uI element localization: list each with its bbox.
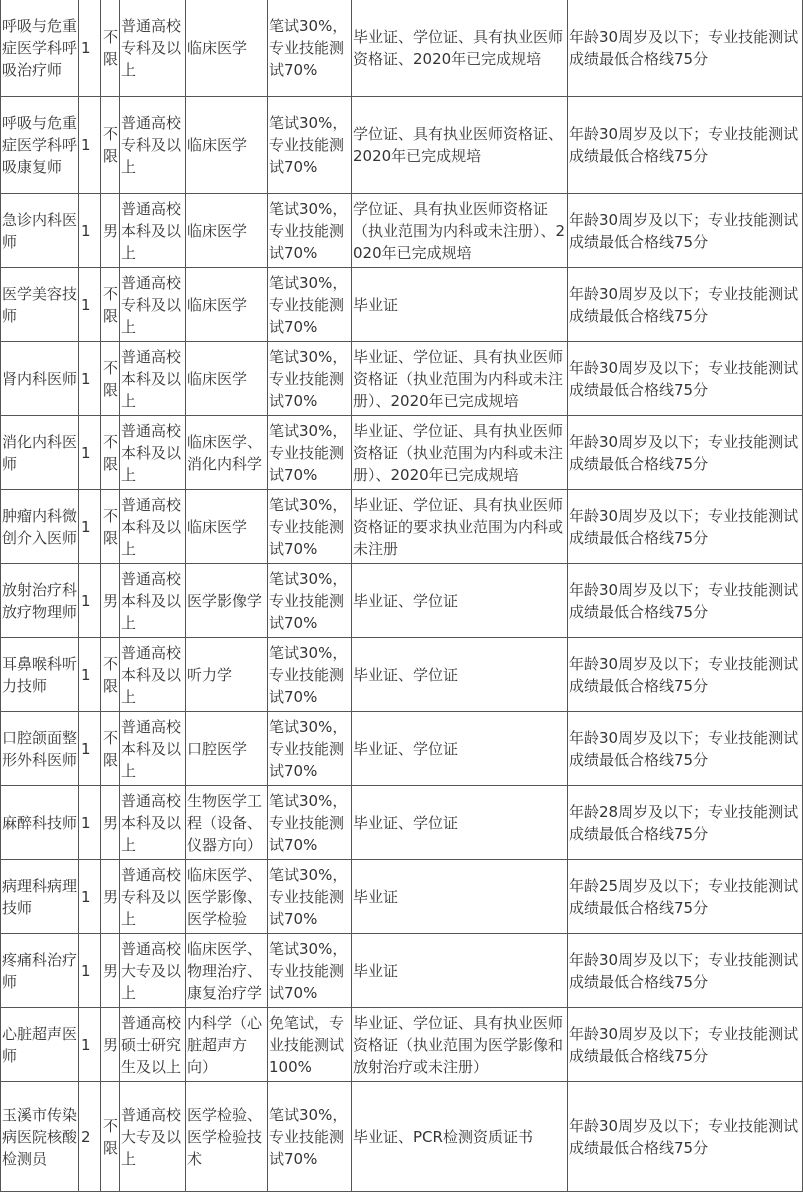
cell-gender: 不限	[101, 97, 120, 194]
cell-exam-method: 笔试30%，专业技能测试70%	[268, 786, 352, 860]
cell-exam-method: 笔试30%，专业技能测试70%	[268, 194, 352, 268]
table-row	[1, 0, 803, 97]
cell-other-requirements: 年龄25周岁及以下；专业技能测试成绩最低合格线75分	[568, 860, 803, 934]
cell-count: 1	[79, 786, 101, 860]
cell-major: 临床医学	[186, 490, 268, 564]
cell-major: 临床医学	[186, 97, 268, 194]
cell-education: 普通高校大专及以上	[120, 934, 186, 1008]
cell-count: 1	[79, 194, 101, 268]
cell-other-requirements: 年龄30周岁及以下；专业技能测试成绩最低合格线75分	[568, 564, 803, 638]
cell-exam-method: 笔试30%，专业技能测试70%	[268, 712, 352, 786]
cell-gender: 不限	[101, 712, 120, 786]
cell-education: 普通高校专科及以上	[120, 0, 186, 97]
cell-qualifications: 毕业证	[352, 860, 568, 934]
cell-qualifications: 毕业证、学位证、具有执业医师资格证、2020年已完成规培	[352, 0, 568, 97]
cell-exam-method: 笔试30%，专业技能测试70%	[268, 0, 352, 97]
cell-major: 内科学（心脏超声方向）	[186, 1008, 268, 1082]
cell-post: 心脏超声医师	[1, 1008, 79, 1082]
cell-qualifications: 毕业证、学位证	[352, 564, 568, 638]
cell-post: 呼吸与危重症医学科呼吸治疗师	[1, 0, 79, 97]
table-row	[1, 1008, 803, 1082]
cell-exam-method: 笔试30%，专业技能测试70%	[268, 564, 352, 638]
cell-exam-method: 笔试30%，专业技能测试70%	[268, 268, 352, 342]
cell-exam-method: 笔试30%，专业技能测试70%	[268, 1082, 352, 1192]
table-row	[1, 416, 803, 490]
cell-qualifications: 毕业证、学位证、具有执业医师资格证（执业范围为内科或未注册）、2020年已完成规培	[352, 416, 568, 490]
cell-other-requirements: 年龄30周岁及以下；专业技能测试成绩最低合格线75分	[568, 1082, 803, 1192]
table-row	[1, 638, 803, 712]
cell-gender: 男	[101, 860, 120, 934]
cell-major: 医学影像学	[186, 564, 268, 638]
cell-education: 普通高校本科及以上	[120, 712, 186, 786]
cell-education: 普通高校本科及以上	[120, 490, 186, 564]
cell-count: 1	[79, 97, 101, 194]
cell-exam-method: 笔试30%，专业技能测试70%	[268, 860, 352, 934]
cell-qualifications: 毕业证、学位证	[352, 786, 568, 860]
cell-major: 生物医学工程（设备、仪器方向）	[186, 786, 268, 860]
table-row	[1, 564, 803, 638]
cell-gender: 不限	[101, 0, 120, 97]
cell-education: 普通高校专科及以上	[120, 860, 186, 934]
cell-count: 1	[79, 564, 101, 638]
cell-gender: 男	[101, 1008, 120, 1082]
cell-post: 耳鼻喉科听力技师	[1, 638, 79, 712]
table-row	[1, 934, 803, 1008]
table-body	[1, 0, 803, 1192]
cell-qualifications: 毕业证、学位证、具有执业医师资格证的要求执业范围为内科或未注册	[352, 490, 568, 564]
cell-post: 急诊内科医师	[1, 194, 79, 268]
cell-qualifications: 毕业证、PCR检测资质证书	[352, 1082, 568, 1192]
cell-exam-method: 笔试30%，专业技能测试70%	[268, 638, 352, 712]
cell-post: 玉溪市传染病医院核酸检测员	[1, 1082, 79, 1192]
cell-qualifications: 学位证、具有执业医师资格证、2020年已完成规培	[352, 97, 568, 194]
cell-post: 医学美容技师	[1, 268, 79, 342]
cell-count: 1	[79, 0, 101, 97]
cell-count: 1	[79, 638, 101, 712]
cell-education: 普通高校本科及以上	[120, 194, 186, 268]
table-row	[1, 712, 803, 786]
cell-exam-method: 笔试30%，专业技能测试70%	[268, 416, 352, 490]
cell-other-requirements: 年龄30周岁及以下；专业技能测试成绩最低合格线75分	[568, 97, 803, 194]
cell-other-requirements: 年龄30周岁及以下；专业技能测试成绩最低合格线75分	[568, 712, 803, 786]
cell-qualifications: 毕业证	[352, 934, 568, 1008]
cell-major: 临床医学、消化内科学	[186, 416, 268, 490]
cell-post: 放射治疗科放疗物理师	[1, 564, 79, 638]
cell-count: 1	[79, 416, 101, 490]
cell-other-requirements: 年龄30周岁及以下；专业技能测试成绩最低合格线75分	[568, 268, 803, 342]
table-row	[1, 1082, 803, 1192]
table-row	[1, 490, 803, 564]
cell-other-requirements: 年龄30周岁及以下；专业技能测试成绩最低合格线75分	[568, 934, 803, 1008]
cell-exam-method: 免笔试，专业技能测试100%	[268, 1008, 352, 1082]
cell-gender: 不限	[101, 1082, 120, 1192]
cell-education: 普通高校本科及以上	[120, 638, 186, 712]
cell-post: 呼吸与危重症医学科呼吸康复师	[1, 97, 79, 194]
table-row	[1, 860, 803, 934]
cell-count: 1	[79, 712, 101, 786]
cell-education: 普通高校硕士研究生及以上	[120, 1008, 186, 1082]
cell-post: 麻醉科技师	[1, 786, 79, 860]
cell-major: 口腔医学	[186, 712, 268, 786]
cell-gender: 男	[101, 564, 120, 638]
table-row	[1, 342, 803, 416]
table-row	[1, 786, 803, 860]
cell-major: 医学检验、医学检验技术	[186, 1082, 268, 1192]
cell-qualifications: 毕业证、学位证	[352, 712, 568, 786]
cell-post: 消化内科医师	[1, 416, 79, 490]
cell-count: 2	[79, 1082, 101, 1192]
cell-other-requirements: 年龄30周岁及以下；专业技能测试成绩最低合格线75分	[568, 342, 803, 416]
cell-major: 临床医学	[186, 194, 268, 268]
cell-gender: 男	[101, 934, 120, 1008]
cell-major: 临床医学	[186, 342, 268, 416]
cell-education: 普通高校专科及以上	[120, 268, 186, 342]
cell-other-requirements: 年龄30周岁及以下；专业技能测试成绩最低合格线75分	[568, 194, 803, 268]
cell-gender: 不限	[101, 342, 120, 416]
cell-education: 普通高校本科及以上	[120, 416, 186, 490]
cell-count: 1	[79, 268, 101, 342]
cell-exam-method: 笔试30%，专业技能测试70%	[268, 97, 352, 194]
cell-gender: 不限	[101, 638, 120, 712]
cell-count: 1	[79, 490, 101, 564]
cell-education: 普通高校本科及以上	[120, 564, 186, 638]
cell-major: 临床医学	[186, 268, 268, 342]
cell-qualifications: 学位证、具有执业医师资格证（执业范围为内科或未注册）、2020年已完成规培	[352, 194, 568, 268]
cell-count: 1	[79, 860, 101, 934]
cell-qualifications: 毕业证、学位证	[352, 638, 568, 712]
cell-qualifications: 毕业证	[352, 268, 568, 342]
cell-count: 1	[79, 342, 101, 416]
cell-other-requirements: 年龄30周岁及以下；专业技能测试成绩最低合格线75分	[568, 638, 803, 712]
cell-major: 临床医学、医学影像、医学检验	[186, 860, 268, 934]
cell-education: 普通高校大专及以上	[120, 1082, 186, 1192]
cell-post: 肿瘤内科微创介入医师	[1, 490, 79, 564]
cell-gender: 不限	[101, 416, 120, 490]
cell-qualifications: 毕业证、学位证、具有执业医师资格证（执业范围为医学影像和放射治疗或未注册）	[352, 1008, 568, 1082]
cell-other-requirements: 年龄30周岁及以下；专业技能测试成绩最低合格线75分	[568, 1008, 803, 1082]
cell-major: 临床医学、物理治疗、康复治疗学	[186, 934, 268, 1008]
cell-count: 1	[79, 1008, 101, 1082]
cell-exam-method: 笔试30%，专业技能测试70%	[268, 342, 352, 416]
cell-post: 疼痛科治疗师	[1, 934, 79, 1008]
cell-education: 普通高校本科及以上	[120, 342, 186, 416]
cell-other-requirements: 年龄30周岁及以下；专业技能测试成绩最低合格线75分	[568, 0, 803, 97]
table-row	[1, 194, 803, 268]
cell-gender: 不限	[101, 490, 120, 564]
cell-count: 1	[79, 934, 101, 1008]
cell-exam-method: 笔试30%，专业技能测试70%	[268, 490, 352, 564]
cell-other-requirements: 年龄30周岁及以下；专业技能测试成绩最低合格线75分	[568, 490, 803, 564]
cell-post: 肾内科医师	[1, 342, 79, 416]
cell-exam-method: 笔试30%，专业技能测试70%	[268, 934, 352, 1008]
cell-other-requirements: 年龄28周岁及以下；专业技能测试成绩最低合格线75分	[568, 786, 803, 860]
cell-gender: 男	[101, 194, 120, 268]
cell-other-requirements: 年龄30周岁及以下；专业技能测试成绩最低合格线75分	[568, 416, 803, 490]
cell-gender: 不限	[101, 268, 120, 342]
cell-major: 临床医学	[186, 0, 268, 97]
cell-post: 病理科病理技师	[1, 860, 79, 934]
cell-education: 普通高校本科及以上	[120, 786, 186, 860]
table-row	[1, 268, 803, 342]
cell-post: 口腔颌面整形外科医师	[1, 712, 79, 786]
cell-education: 普通高校专科及以上	[120, 97, 186, 194]
cell-qualifications: 毕业证、学位证、具有执业医师资格证（执业范围为内科或未注册）、2020年已完成规培	[352, 342, 568, 416]
cell-major: 听力学	[186, 638, 268, 712]
table-row	[1, 97, 803, 194]
cell-gender: 男	[101, 786, 120, 860]
